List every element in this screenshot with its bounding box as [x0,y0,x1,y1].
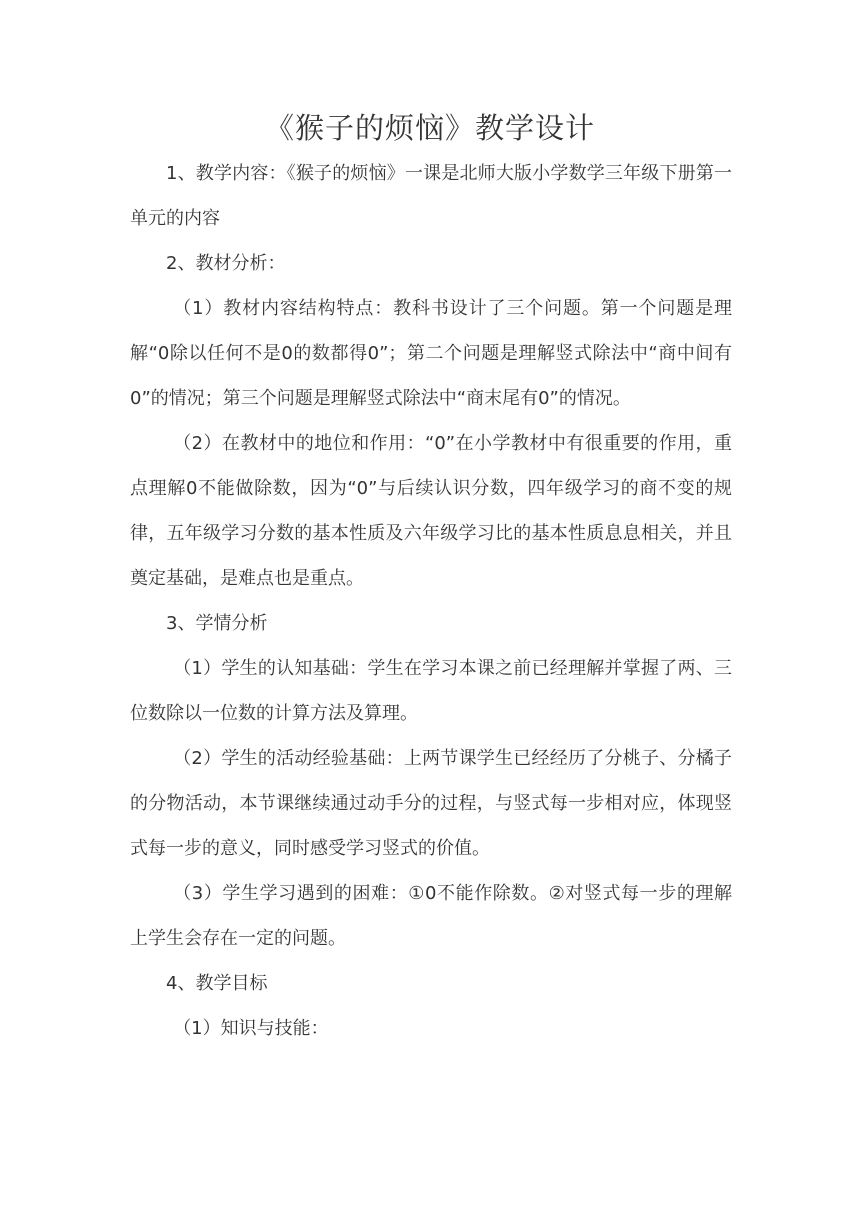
document-body [130,151,732,1051]
paragraph-position-and-role: （2）在教材中的地位和作用：“0”在小学教材中有很重要的作用，重点理解0不能做除数，因为“0”与后续认识分数，四年级学习的商不变的规律，五年级学习分数的基本性质及六年级学习比的基本性质息息相关，并且奠定基础，是难点也是重点。 [130,433,732,589]
paragraph-learning-difficulties: （3）学生学习遇到的困难：①0不能作除数。②对竖式每一步的理解上学生会存在一定的问题。 [130,883,732,949]
heading-learner-analysis: 3、学情分析 [166,613,268,634]
paragraph-knowledge-skills: （1）知识与技能： [173,1018,329,1039]
document-title: 《猴子的烦恼》教学设计 [264,111,595,145]
paragraph-cognitive-basis: （1）学生的认知基础：学生在学习本课之前已经理解并掌握了两、三位数除以一位数的计算方法及算理。 [130,658,732,724]
paragraph-teaching-content: 1、教学内容：《猴子的烦恼》一课是北师大版小学数学三年级下册第一单元的内容 [130,163,732,229]
paragraph-structure-features: （1）教材内容结构特点：教科书设计了三个问题。第一个问题是理解“0除以任何不是0的数都得0”；第二个问题是理解竖式除法中“商中间有0”的情况；第三个问题是理解竖式除法中“商末尾有0”的情况。 [130,298,732,409]
heading-teaching-goals: 4、教学目标 [166,973,268,994]
paragraph-activity-experience: （2）学生的活动经验基础：上两节课学生已经经历了分桃子、分橘子的分物活动，本节课继续通过动手分的过程，与竖式每一步相对应，体现竖式每一步的意义，同时感受学习竖式的价值。 [130,748,732,859]
heading-textbook-analysis: 2、教材分析： [166,253,286,274]
